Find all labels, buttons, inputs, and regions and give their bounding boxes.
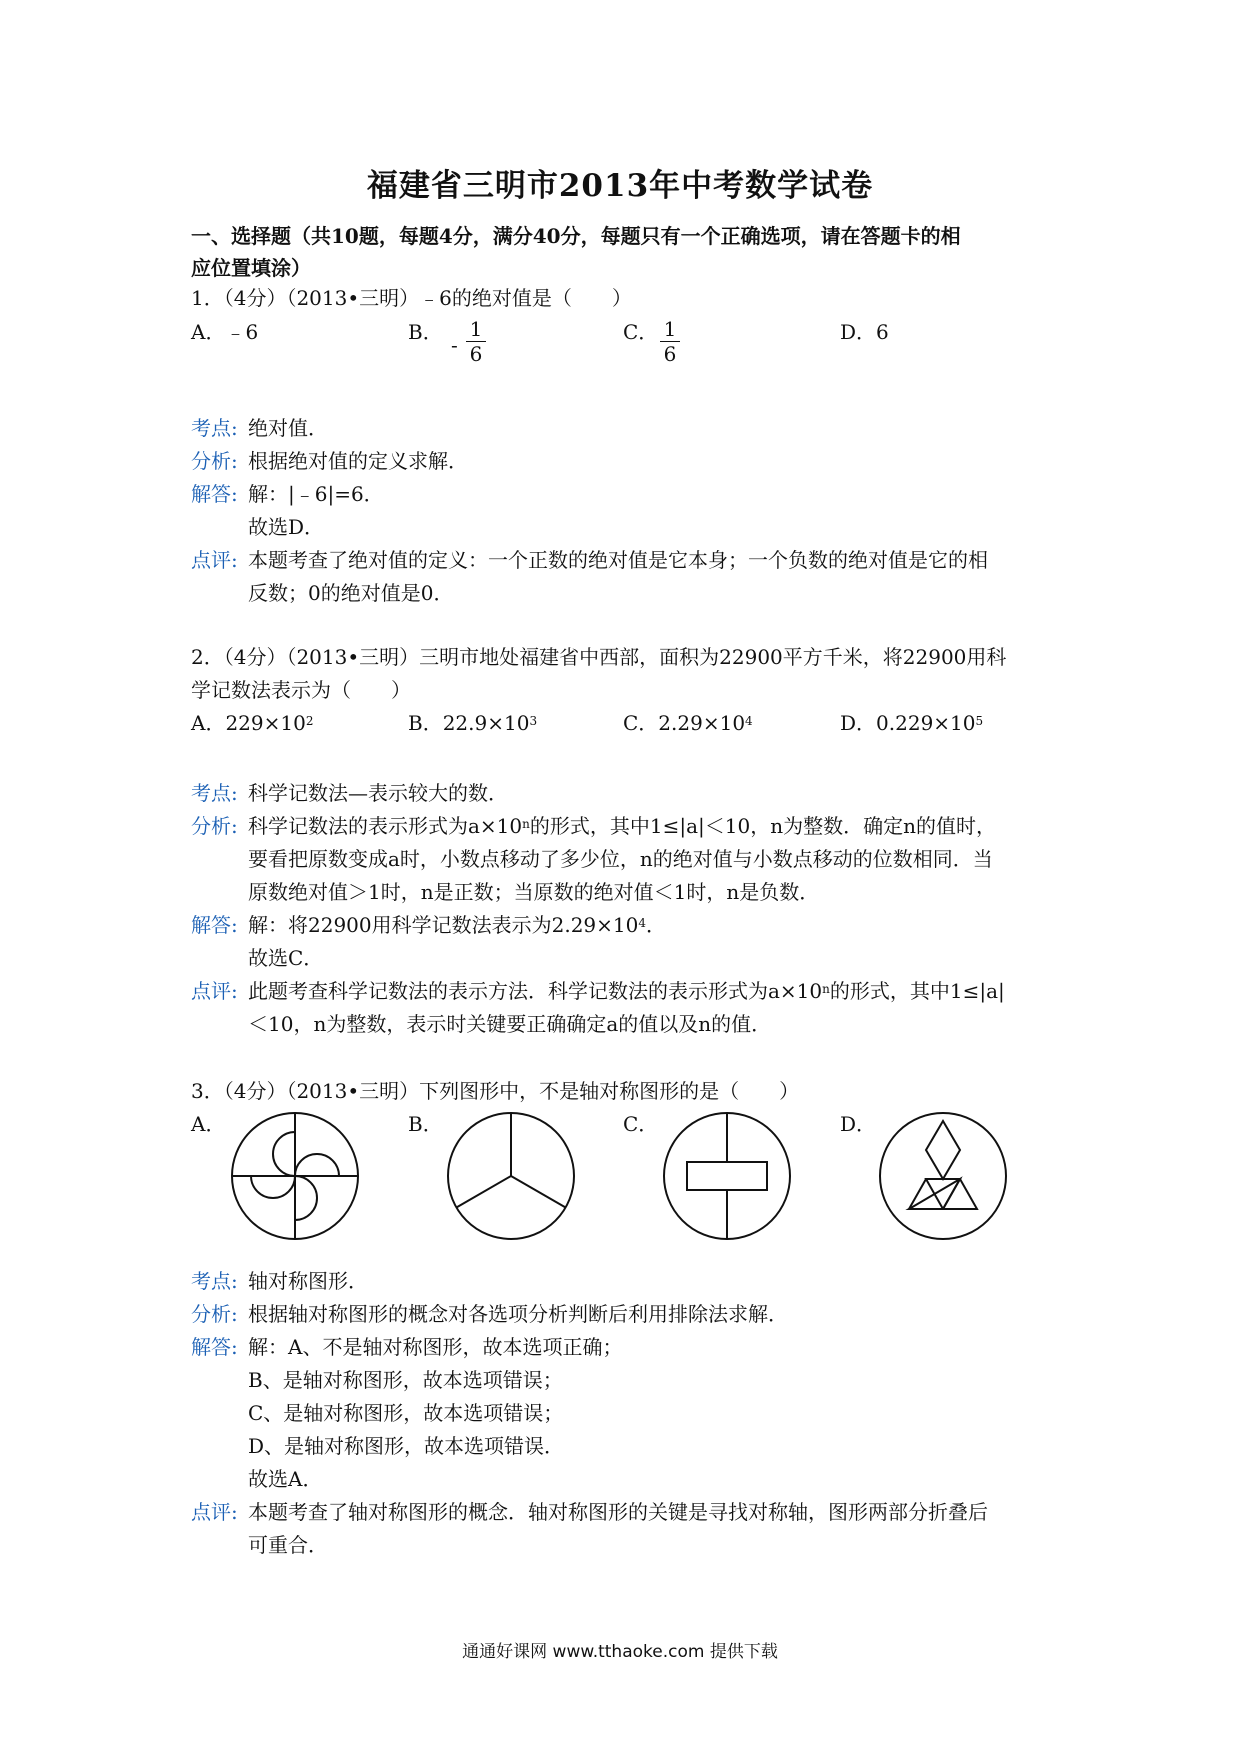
q1-dianping-line1: 本题考查了绝对值的定义：一个正数的绝对值是它本身；一个负数的绝对值是它的相 (248, 548, 988, 572)
q3-dianping-label: 点评: (191, 1500, 238, 1524)
q3-kaodian-label: 考点: (191, 1269, 238, 1293)
q1-option-c-numerator: 1 (663, 317, 677, 341)
q3-jieda-line1: 解：A、不是轴对称图形，故本选项正确； (248, 1335, 623, 1359)
q1-jieda-line2: 故选D． (248, 515, 325, 539)
q3-jieda-line3: C、是轴对称图形，故本选项错误； (248, 1401, 564, 1425)
q2-option-d: D．$0.229\times 10^5$ (840, 711, 984, 735)
q1-option-b-numerator: 1 (469, 317, 483, 341)
q2-jieda-line2: 故选C． (248, 946, 324, 970)
q1-jieda-line1: 解：|﹣6|=6． (248, 482, 384, 506)
q2-stem-line2: 学记数法表示为（ ） (191, 678, 411, 702)
q1-option-b-fraction (466, 318, 486, 365)
q2-option-c: C．$2.29\times 10^4$ (623, 711, 753, 735)
q2-dianping-label: 点评: (191, 979, 238, 1003)
page-title: 福建省三明市2013年中考数学试卷 (366, 168, 874, 204)
q2-fenxi-line3: 原数绝对值＞1时，n是正数；当原数的绝对值＜1时，n是负数． (248, 880, 820, 904)
q3-jieda-line5: 故选A． (248, 1467, 323, 1491)
q3-jieda-line2: B、是轴对称图形，故本选项错误； (248, 1368, 563, 1392)
q2-jieda-label: 解答: (191, 913, 238, 937)
q2-kaodian: 科学记数法—表示较大的数． (248, 781, 508, 805)
section-heading-line1: 一、选择题（共10题，每题4分，满分40分，每题只有一个正确选项，请在答题卡的相 (191, 224, 961, 248)
q3-jieda-label: 解答: (191, 1335, 238, 1359)
q3-option-a-label: A． (191, 1112, 226, 1136)
q3-kaodian: 轴对称图形． (248, 1269, 368, 1293)
q3-option-b-label: B． (408, 1112, 443, 1136)
q3-dianping-line1: 本题考查了轴对称图形的概念．轴对称图形的关键是寻找对称轴，图形两部分折叠后 (248, 1500, 988, 1524)
q2-option-b: B．$22.9\times 10^3$ (408, 711, 538, 735)
q1-dianping-line2: 反数；0的绝对值是0． (248, 581, 454, 605)
q2-fenxi-line2: 要看把原数变成a时，小数点移动了多少位，n的绝对值与小数点移动的位数相同．当 (248, 847, 993, 871)
q3-figure-a (224, 1105, 366, 1247)
q2-jieda-line1: 解：将22900用科学记数法表示为$2.29\times 10^4$． (248, 913, 667, 937)
q2-fenxi-label: 分析: (191, 814, 238, 838)
q3-figure-d (872, 1105, 1014, 1247)
page-footer: 通通好课网 www.tthaoke.com 提供下载 (462, 1642, 778, 1662)
q1-option-a: A．﹣6 (191, 320, 259, 344)
q1-option-b-denominator: 6 (469, 342, 483, 366)
q2-kaodian-label: 考点: (191, 781, 238, 805)
q1-dianping-label: 点评: (191, 548, 238, 572)
q1-kaodian-label: 考点: (191, 416, 238, 440)
q3-figure-c (656, 1105, 798, 1247)
q2-dianping-line2: ＜10，n为整数，表示时关键要正确确定a的值以及n的值． (248, 1012, 772, 1036)
q2-option-a: A．$229\times 10^2$ (191, 711, 314, 735)
q3-figure-b (440, 1105, 582, 1247)
q2-dianping-line1: 此题考查科学记数法的表示方法．科学记数法的表示形式为$a\times 10^n$的形式，其中1≤|a| (248, 979, 1005, 1003)
q3-option-d-label: D． (840, 1112, 877, 1136)
q3-option-c-label: C． (623, 1112, 659, 1136)
q2-stem-line1: 2．（4分）（2013•三明）三明市地处福建省中西部，面积为22900平方千米，将22900用科 (191, 645, 1007, 669)
q2-fenxi-line1: 科学记数法的表示形式为$a\times 10^n$的形式，其中1≤|a|＜10，n为整数．确定n的值时， (248, 814, 996, 838)
q3-fenxi: 根据轴对称图形的概念对各选项分析判断后利用排除法求解． (248, 1302, 788, 1326)
q3-stem: 3．（4分）（2013•三明）下列图形中，不是轴对称图形的是（ ） (191, 1079, 800, 1103)
q3-dianping-line2: 可重合． (248, 1533, 328, 1557)
q3-jieda-line4: D、是轴对称图形，故本选项错误． (248, 1434, 565, 1458)
q1-fenxi: 根据绝对值的定义求解． (248, 449, 468, 473)
q1-option-c-denominator: 6 (663, 342, 677, 366)
q1-kaodian: 绝对值． (248, 416, 328, 440)
q1-option-c-fraction (660, 318, 680, 365)
q1-option-c-label: C． (623, 320, 659, 344)
q1-option-b-sign: - (451, 333, 458, 357)
q1-option-d: D．6 (840, 320, 889, 344)
section-heading-line2: 应位置填涂） (191, 256, 311, 280)
q1-option-b-label: B． (408, 320, 443, 344)
q1-jieda-label: 解答: (191, 482, 238, 506)
q3-fenxi-label: 分析: (191, 1302, 238, 1326)
q1-stem: 1．（4分）（2013•三明）﹣6的绝对值是（ ） (191, 286, 632, 310)
q1-fenxi-label: 分析: (191, 449, 238, 473)
